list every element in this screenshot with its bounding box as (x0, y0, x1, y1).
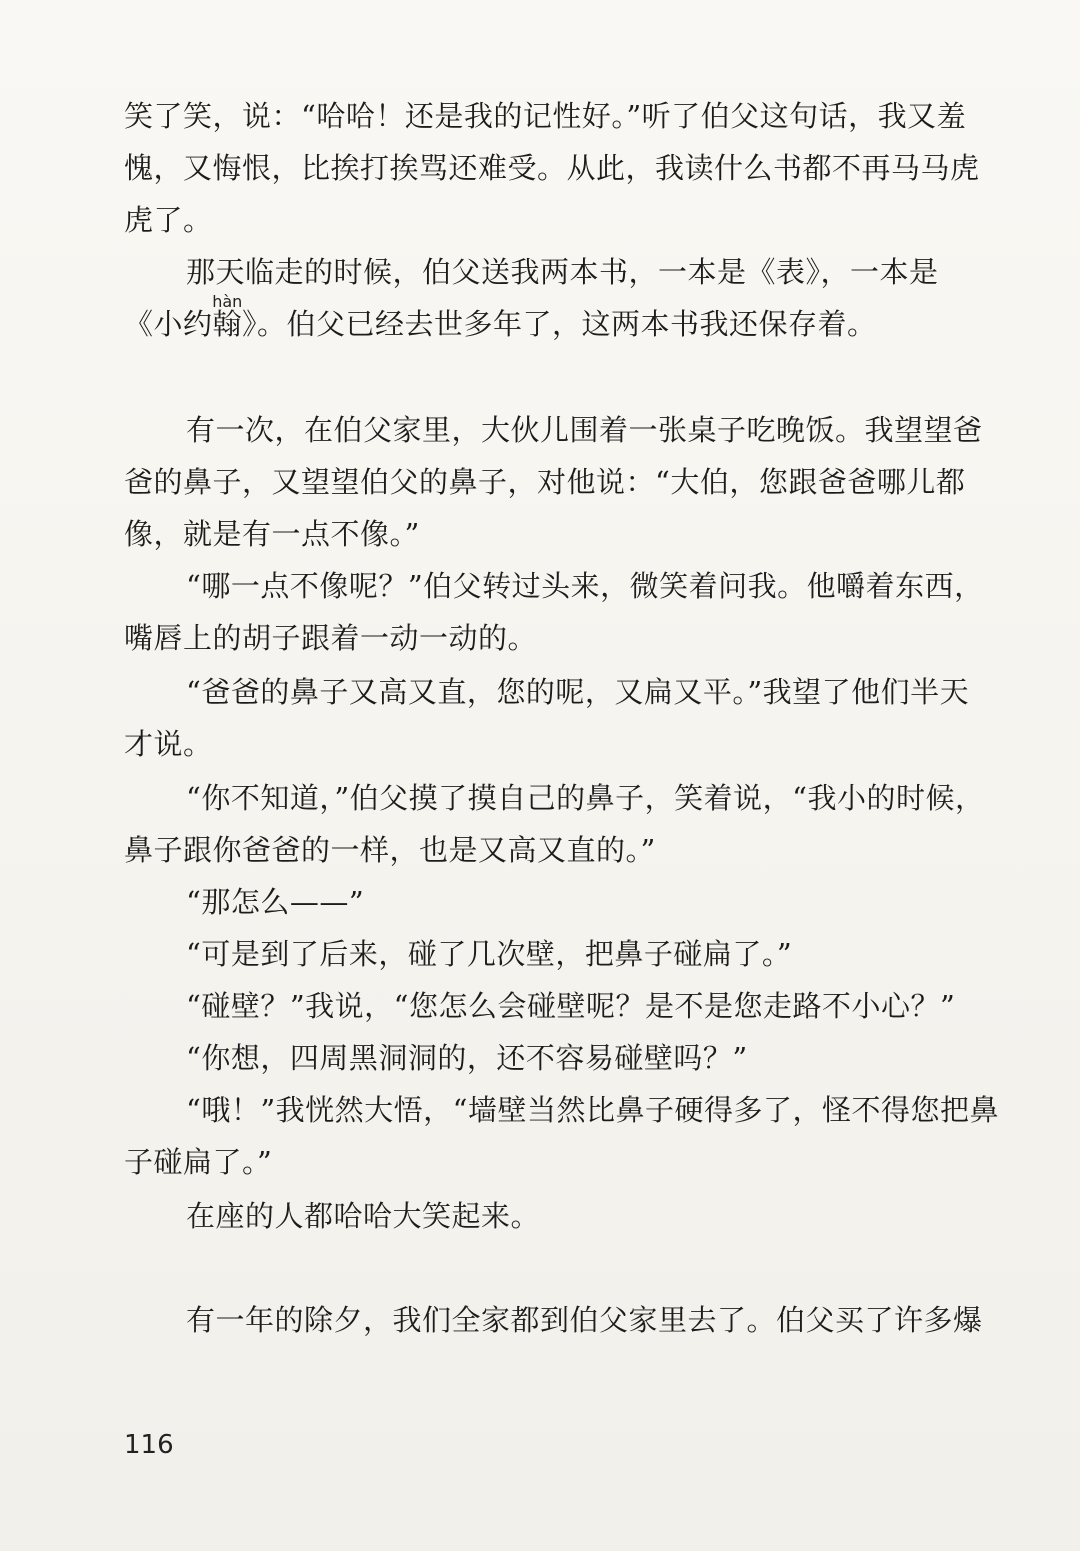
text-line: “哪一点不像呢？”伯父转过头来，微笑着问我。他嚼着东西， (186, 569, 984, 603)
pinyin-annotation: hàn (212, 292, 243, 311)
text-line: “爸爸的鼻子又高又直，您的呢，又扁又平。”我望了他们半天 (186, 675, 970, 709)
text-line: 才说。 (124, 727, 213, 761)
text-line-with-ruby (124, 292, 877, 344)
text-line: 鼻子跟你爸爸的一样，也是又高又直的。” (124, 833, 656, 867)
text-line: 虎了。 (124, 203, 213, 237)
text-line: “哦！”我恍然大悟，“墙壁当然比鼻子硬得多了，怪不得您把鼻 (186, 1093, 999, 1127)
text-line: 那天临走的时候，伯父送我两本书，一本是《表》，一本是 (186, 255, 939, 289)
text-line: 子碰扁了。” (124, 1145, 273, 1179)
text-segment: 《小约 (124, 307, 213, 341)
text-line: 爸的鼻子，又望望伯父的鼻子，对他说：“大伯，您跟爸爸哪儿都 (124, 465, 966, 499)
text-line: 像，就是有一点不像。” (124, 517, 420, 551)
text-line: “那怎么——” (186, 885, 365, 919)
text-segment: 》。伯父已经去世多年了，这两本书我还保存着。 (242, 307, 877, 341)
text-line: “可是到了后来，碰了几次壁，把鼻子碰扁了。” (186, 937, 793, 971)
text-line: 有一次，在伯父家里，大伙儿围着一张桌子吃晚饭。我望望爸 (186, 413, 983, 447)
annotated-character: 翰 (212, 307, 243, 341)
ruby-character (212, 292, 243, 344)
text-line: 在座的人都哈哈大笑起来。 (186, 1199, 541, 1233)
text-line: 笑了笑，说：“哈哈！还是我的记性好。”听了伯父这句话，我又羞 (124, 99, 967, 133)
text-line: 有一年的除夕，我们全家都到伯父家里去了。伯父买了许多爆 (186, 1303, 983, 1337)
page-number: 116 (124, 1430, 174, 1460)
text-line: 嘴唇上的胡子跟着一动一动的。 (124, 621, 538, 655)
text-line: “你不知道，”伯父摸了摸自己的鼻子，笑着说，“我小的时候， (186, 781, 985, 815)
text-line: 愧，又悔恨，比挨打挨骂还难受。从此，我读什么书都不再马马虎 (124, 151, 980, 185)
text-line: “你想，四周黑洞洞的，还不容易碰壁吗？” (186, 1041, 748, 1075)
text-line: “碰壁？”我说，“您怎么会碰壁呢？是不是您走路不小心？” (186, 989, 956, 1023)
